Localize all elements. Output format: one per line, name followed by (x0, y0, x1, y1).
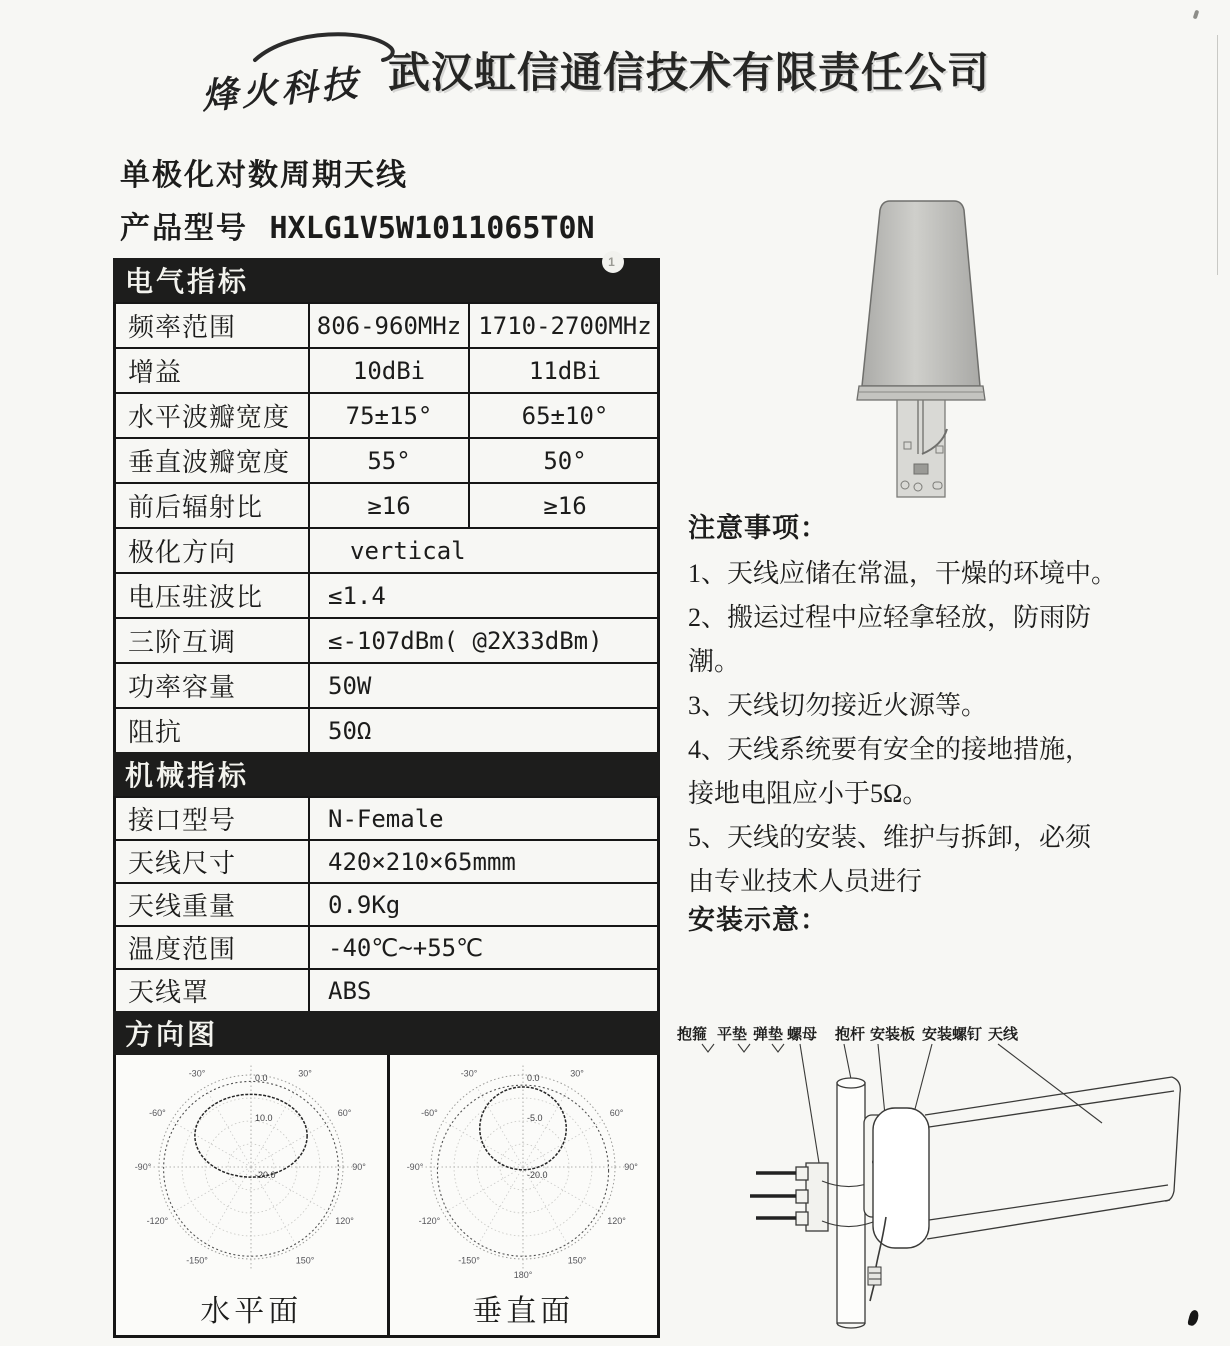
company-name: 武汉虹信通信技术有限责任公司 (388, 49, 991, 96)
svg-text:-90°: -90° (406, 1162, 424, 1172)
svg-text:30°: 30° (570, 1068, 585, 1079)
mechanical-section-bar (113, 752, 660, 796)
table-row (116, 527, 657, 572)
part-label: 天线 (988, 1026, 1019, 1043)
svg-text:0.0: 0.0 (527, 1073, 540, 1084)
model-value: HXLG1V5W1011065T0N (269, 211, 595, 246)
svg-text:-120°: -120° (418, 1216, 441, 1226)
mechanical-section-title: 机械指标 (125, 760, 250, 791)
svg-text:180°: 180° (513, 1270, 533, 1280)
svg-text:-60°: -60° (149, 1108, 167, 1118)
spec-value: 65±10° (468, 394, 660, 437)
spec-column (113, 255, 660, 1338)
table-row (116, 882, 657, 925)
svg-text:-20.0: -20.0 (527, 1170, 548, 1180)
spec-label: 三阶互调 (128, 628, 237, 657)
electrical-table (113, 302, 660, 752)
spec-label: 功率容量 (128, 673, 237, 702)
svg-text:-90°: -90° (134, 1162, 152, 1172)
svg-text:-5.0: -5.0 (527, 1112, 543, 1123)
svg-text:10.0: 10.0 (255, 1112, 273, 1123)
punch-hole-badge: 1 (602, 251, 624, 273)
note-line: 4、天线系统要有安全的接地措施， (688, 735, 1092, 764)
table-row (116, 796, 657, 839)
installation-drawing-icon (672, 1015, 1228, 1340)
note-line: 2、搬运过程中应轻拿轻放，防雨防 (688, 603, 1092, 632)
spec-label: 天线重量 (128, 892, 237, 921)
logo-text: 烽火科技 (199, 63, 363, 117)
spec-label: 前后辐射比 (128, 493, 264, 522)
spec-label: 水平波瓣宽度 (128, 403, 291, 432)
svg-text:30°: 30° (298, 1068, 313, 1079)
spec-value: 0.9Kg (308, 884, 660, 925)
note-line: 5、天线的安装、维护与拆卸，必须 (688, 823, 1092, 852)
spec-value: ≥16 (308, 484, 468, 527)
table-row (116, 482, 657, 527)
spec-label: 垂直波瓣宽度 (128, 448, 291, 477)
svg-text:-60°: -60° (421, 1108, 439, 1118)
spec-value: 75±15° (308, 394, 468, 437)
spec-value: 50° (468, 439, 660, 482)
table-row (116, 925, 657, 968)
svg-text:-20.0: -20.0 (255, 1170, 276, 1180)
svg-text:0.0: 0.0 (255, 1073, 268, 1084)
note-line: 接地电阻应小于5Ω。 (688, 779, 929, 808)
svg-text:150°: 150° (567, 1255, 587, 1266)
spec-value: 806-960MHz (308, 304, 468, 347)
note-line: 潮。 (688, 647, 741, 676)
antenna-product-image (856, 196, 990, 504)
table-row (116, 302, 657, 347)
patterns-section-title: 方向图 (125, 1019, 219, 1050)
pattern-horizontal-figure (116, 1055, 387, 1335)
notes-list (688, 552, 1117, 904)
spec-value: 1710-2700MHz (468, 304, 660, 347)
spec-value: 50Ω (308, 709, 660, 752)
note-line: 由专业技术人员进行 (688, 867, 923, 896)
spec-value: 11dBi (468, 349, 660, 392)
svg-text:-150°: -150° (458, 1255, 481, 1266)
svg-text:60°: 60° (337, 1108, 352, 1118)
svg-text:120°: 120° (607, 1216, 627, 1226)
svg-text:120°: 120° (335, 1216, 355, 1226)
electrical-section-bar (113, 255, 660, 302)
table-row (116, 392, 657, 437)
company-logo (195, 22, 400, 130)
spec-label: 阻抗 (128, 718, 183, 747)
pattern-caption: 垂直面 (472, 1295, 575, 1328)
part-label: 抱杆 (835, 1026, 866, 1043)
svg-text:-30°: -30° (460, 1068, 478, 1079)
page-header (0, 0, 1230, 150)
part-label: 螺母 (787, 1026, 818, 1043)
patterns-section-bar (113, 1011, 660, 1055)
model-label: 产品型号 (120, 212, 248, 245)
part-label: 抱箍 (677, 1026, 708, 1043)
note-line: 3、天线切勿接近火源等。 (688, 691, 988, 720)
spec-value: 50W (308, 664, 660, 707)
part-label: 安装螺钉 (922, 1026, 983, 1043)
table-row (116, 707, 657, 752)
table-row (116, 617, 657, 662)
scan-edge-line (1217, 35, 1218, 275)
install-heading: 安装示意： (688, 905, 828, 935)
spec-label: 电压驻波比 (128, 583, 264, 612)
table-row (116, 662, 657, 707)
spec-label: 天线罩 (128, 978, 210, 1007)
spec-label: 接口型号 (128, 806, 237, 835)
part-label: 平垫 (717, 1026, 748, 1043)
electrical-section-title: 电气指标 (125, 266, 250, 297)
polar-horizontal (116, 1055, 386, 1286)
antenna-drawing-icon (856, 196, 990, 504)
table-row (116, 968, 657, 1011)
svg-text:90°: 90° (352, 1162, 367, 1172)
part-label: 弹垫 (753, 1026, 784, 1043)
notes-heading: 注意事项： (688, 513, 828, 543)
spec-value: 55° (308, 439, 468, 482)
svg-text:-120°: -120° (146, 1216, 169, 1226)
mechanical-table (113, 796, 660, 1011)
spec-value: ABS (308, 970, 660, 1011)
note-line: 1、天线应储在常温，干燥的环境中。 (688, 559, 1118, 588)
pattern-caption: 水平面 (200, 1295, 303, 1328)
svg-text:60°: 60° (609, 1108, 624, 1118)
spec-label: 极化方向 (128, 538, 237, 567)
svg-text:-150°: -150° (186, 1255, 209, 1266)
svg-text:-30°: -30° (188, 1068, 206, 1079)
product-title: 单极化对数周期天线 (120, 159, 408, 192)
spec-value: ≥16 (468, 484, 660, 527)
spec-value: ≤1.4 (308, 574, 660, 617)
pattern-vertical-figure (387, 1055, 658, 1335)
svg-text:90°: 90° (624, 1162, 639, 1172)
table-row (116, 839, 657, 882)
spec-label: 温度范围 (128, 935, 237, 964)
spec-label: 频率范围 (128, 313, 237, 342)
patterns-box (113, 1055, 660, 1338)
spec-value: -40℃~+55℃ (308, 927, 660, 968)
polar-vertical (388, 1055, 658, 1286)
spec-value: 10dBi (308, 349, 468, 392)
table-row (116, 347, 657, 392)
table-row (116, 437, 657, 482)
spec-value: ≤-107dBm( @2X33dBm) (308, 619, 660, 662)
spec-value: N-Female (308, 798, 660, 839)
product-model-line (120, 203, 595, 247)
spec-value: 420×210×65mmm (308, 841, 660, 882)
part-label: 安装板 (870, 1026, 916, 1043)
table-row (116, 572, 657, 617)
svg-text:150°: 150° (295, 1255, 315, 1266)
spec-value: vertical (308, 529, 660, 572)
spec-label: 增益 (128, 358, 183, 387)
installation-diagram (672, 1015, 1228, 1340)
spec-label: 天线尺寸 (128, 849, 237, 878)
